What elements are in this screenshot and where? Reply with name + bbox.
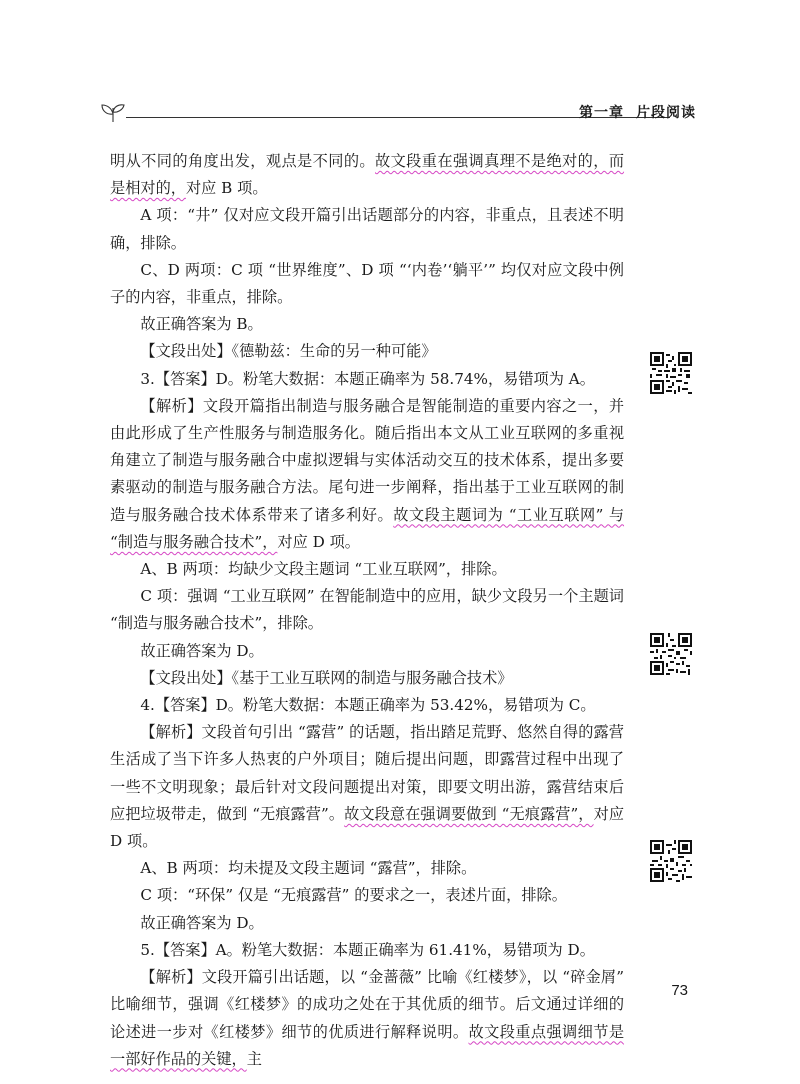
qr-code-icon[interactable] <box>650 633 692 675</box>
paragraph: C 项：“环保” 仅是 “无痕露营” 的要求之一，表述片面，排除。 <box>140 886 567 905</box>
analysis-paragraph <box>110 719 624 855</box>
text-run: 主 <box>246 1049 262 1068</box>
paragraph: A、B 两项：均未提及文段主题词 “露营”，排除。 <box>140 859 477 878</box>
analysis-paragraph <box>110 964 624 1073</box>
text-run: 对应 D 项。 <box>277 532 360 551</box>
highlighted-text: 故文段主题词为 “工业互联网” 与 “制造与服务融合技术”， <box>110 505 625 551</box>
paragraph: 故正确答案为 D。 <box>140 641 264 660</box>
text-run: 明从不同的角度出发，观点是不同的。 <box>110 152 375 170</box>
analysis-paragraph <box>110 393 624 556</box>
paragraph: C、D 两项：C 项 “世界维度”、D 项 “‘内卷’‘躺平’” 均仅对应文段中例子的内容，非重点，排除。 <box>110 260 624 307</box>
chapter-title <box>567 102 696 122</box>
paragraph: A、B 两项：均缺少文段主题词 “工业互联网”，排除。 <box>140 560 507 579</box>
paragraph: 故正确答案为 D。 <box>140 913 264 932</box>
section-name: 片段阅读 <box>636 105 696 121</box>
text-run: 【解析】文段开篇指出制造与服务融合是智能制造的重要内容之一，并由此形成了生产性服务与制造服务化。随后指出本文从工业互联网的多重视角建立了制造与服务融合中虚拟逻辑与实体活动交互的技术体系，提出多要素驱动的制造与服务融合方法。尾句进一步阐释，指出基于工业互联网的制造与服务融合技术体系带来了诸多利好。 <box>110 396 624 524</box>
paragraph: A 项：“井” 仅对应文段开篇引出话题部分的内容，非重点，且表述不明确，排除。 <box>110 206 624 252</box>
text-run: 对应 D 项。 <box>110 804 625 851</box>
page-number: 73 <box>671 982 688 999</box>
qr-code-icon[interactable] <box>650 352 692 394</box>
leaf-icon <box>100 102 126 124</box>
answer-line: 3.【答案】D。粉笔大数据：本题正确率为 58.74%，易错项为 A。 <box>140 369 595 388</box>
qr-code-icon[interactable] <box>650 840 692 882</box>
text-run: 【解析】文段开篇引出话题，以 “金蔷薇” 比喻《红楼梦》，以 “碎金屑” 比喻细节，强调《红楼梦》的成功之处在于其优质的细节。后文通过详细的论述进一步对《红楼梦》细节的优质进行解释说明。 <box>110 968 624 1041</box>
answer-line: 5.【答案】A。粉笔大数据：本题正确率为 61.41%，易错项为 D。 <box>140 940 595 959</box>
highlighted-text: 故文段意在强调要做到 “无痕露营”， <box>344 804 594 823</box>
page-body <box>110 148 624 1073</box>
text-run: 【解析】文段首句引出 “露营” 的话题，指出踏足荒野、悠然自得的露营生活成了当下许多人热衷的户外项目；随后提出问题，即露营过程中出现了一些不文明现象；最后针对文段问题提出对策，即要文明出游，露营结束后应把垃圾带走，做到 “无痕露营”。 <box>110 723 624 823</box>
highlighted-text: 故文段重点强调细节是一部好作品的关键， <box>110 1022 625 1068</box>
answer-line: 4.【答案】D。粉笔大数据：本题正确率为 53.42%，易错项为 C。 <box>140 696 596 715</box>
chapter-number: 第一章 <box>579 105 624 121</box>
paragraph: 故正确答案为 B。 <box>140 315 263 334</box>
running-header <box>100 102 696 126</box>
paragraph: C 项：强调 “工业互联网” 在智能制造中的应用，缺少文段另一个主题词 “制造与服务融合技术”，排除。 <box>110 587 624 633</box>
highlighted-text: 故文段重在强调真理不是绝对的，而是相对的， <box>110 152 625 198</box>
source-note: 【文段出处】《基于工业互联网的制造与服务融合技术》 <box>140 668 513 687</box>
text-run: 对应 B 项。 <box>185 179 268 198</box>
paragraph <box>110 148 624 202</box>
source-note: 【文段出处】《德勒兹：生命的另一种可能》 <box>140 342 437 361</box>
